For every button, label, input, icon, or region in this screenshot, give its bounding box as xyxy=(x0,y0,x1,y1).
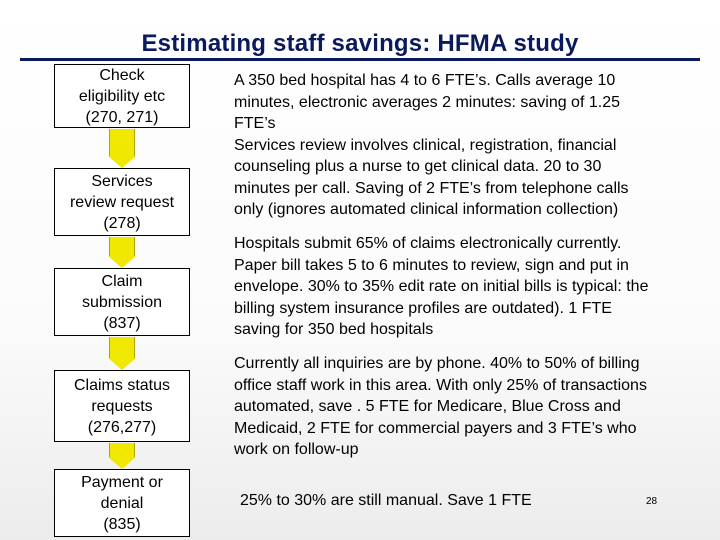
step-box-claim-submission xyxy=(54,268,190,336)
down-arrow-icon xyxy=(109,443,135,469)
title-underline xyxy=(20,58,700,61)
step-line: requests xyxy=(91,397,153,415)
step-line: (270, 271) xyxy=(85,108,159,126)
step-line: submission xyxy=(81,293,163,311)
paragraph-eligibility-services xyxy=(234,70,709,221)
step-line: Claim xyxy=(101,272,143,290)
step-line: denial xyxy=(100,494,144,512)
text-line: Paper bill takes 5 to 6 minutes to review, sign and put in xyxy=(234,256,629,274)
text-line: 25% to 30% are still manual. Save 1 FTE xyxy=(240,492,532,509)
page-number: 28 xyxy=(646,496,658,507)
text-line: work on follow-up xyxy=(234,441,359,458)
text-line: envelope. 30% to 35% edit rate on initial bills is typical: the xyxy=(234,278,649,295)
step-line: review request xyxy=(69,193,175,211)
step-box-claims-status xyxy=(54,370,190,442)
text-line: Currently all inquiries are by phone. 40% to 50% of billing xyxy=(234,355,640,372)
down-arrow-icon xyxy=(109,129,135,168)
step-line: Services xyxy=(91,172,153,190)
step-line: eligibility etc xyxy=(78,87,166,105)
slide-title: Estimating staff savings: HFMA study xyxy=(141,30,579,57)
step-line: (835) xyxy=(103,515,141,533)
text-line: billing system insurance profiles are outdated). 1 FTE xyxy=(234,299,612,317)
step-line: (837) xyxy=(103,314,141,332)
down-arrow-icon xyxy=(109,237,135,268)
text-line: Services review involves clinical, registration, financial xyxy=(234,136,617,154)
text-line: FTE’s xyxy=(234,115,276,132)
text-line: saving for 350 bed hospitals xyxy=(234,321,434,338)
down-arrow-icon xyxy=(109,337,135,370)
text-line: only (ignores automated clinical information collection) xyxy=(234,201,619,218)
step-line: Claims status xyxy=(73,376,171,394)
text-line: minutes per call. Saving of 2 FTE’s from telephone calls xyxy=(234,179,629,197)
paragraph-payment xyxy=(240,490,715,512)
text-line: counseling plus a nurse to get clinical data. 20 to 30 xyxy=(234,158,602,175)
step-box-payment-denial xyxy=(54,469,190,537)
step-line: (276,277) xyxy=(87,418,157,436)
text-line: Hospitals submit 65% of claims electronically currently. xyxy=(234,235,622,252)
step-line: (278) xyxy=(103,214,141,232)
text-line: automated, save . 5 FTE for Medicare, Blue Cross and xyxy=(234,398,621,415)
step-box-services-review xyxy=(54,168,190,236)
paragraph-claims-status xyxy=(234,353,709,461)
text-line: A 350 bed hospital has 4 to 6 FTE’s. Calls average 10 xyxy=(234,72,616,89)
text-line: Medicaid, 2 FTE for commercial payers and 3 FTE’s who xyxy=(234,419,637,437)
text-line: minutes, electronic averages 2 minutes: saving of 1.25 xyxy=(234,93,620,111)
step-line: Check xyxy=(99,66,145,84)
step-box-check-eligibility xyxy=(54,64,190,128)
paragraph-claim-submission xyxy=(234,233,709,341)
step-line: Payment or xyxy=(81,473,163,491)
text-line: office staff work in this area. With only 25% of transactions xyxy=(234,376,647,394)
